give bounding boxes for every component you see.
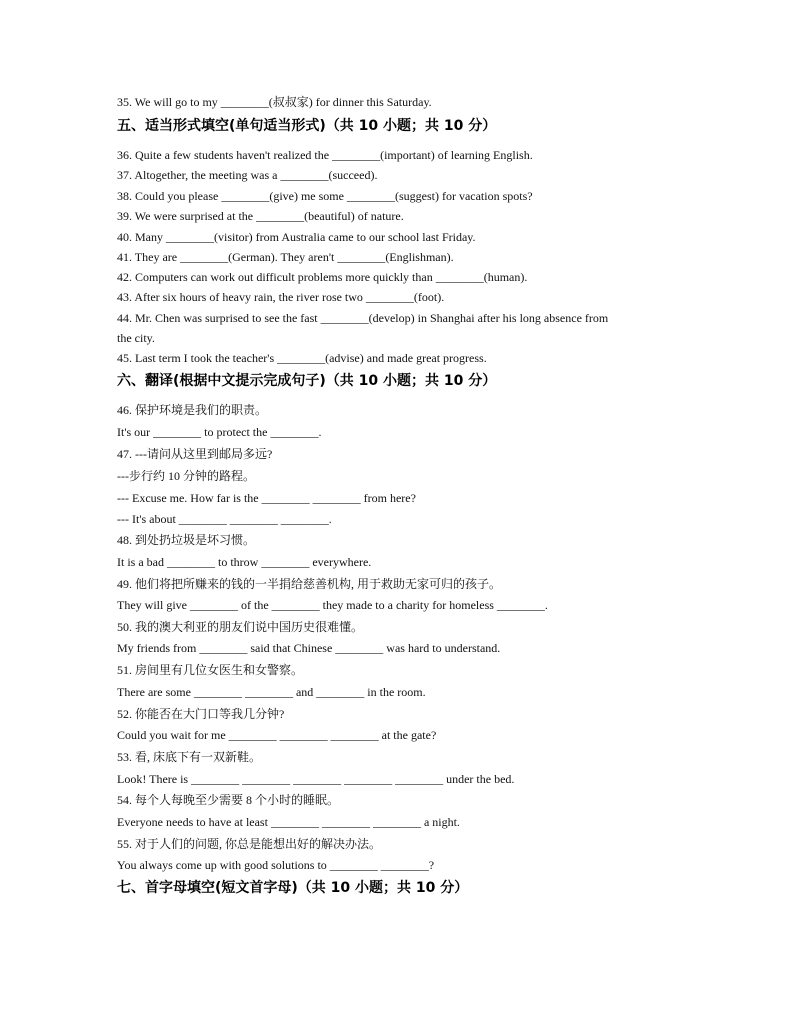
question-51-sentence: There are some ________ ________ and ________ in the room. [117, 685, 426, 699]
question-40: 40. Many ________(visitor) from Australia came to our school last Friday. [117, 230, 476, 244]
question-47-prompt-2: ---步行约 10 分钟的路程。 [117, 469, 255, 483]
question-55-prompt: 55. 对于人们的问题, 你总是能想出好的解决办法。 [117, 837, 382, 851]
question-44-continued: the city. [117, 331, 155, 345]
question-42: 42. Computers can work out difficult problems more quickly than ________(human). [117, 270, 528, 284]
question-55-sentence: You always come up with good solutions to ________ ________? [117, 858, 435, 872]
question-46-sentence: It's our ________ to protect the ________. [117, 425, 322, 439]
section-7-heading: 七、首字母填空(短文首字母)（共 10 小题；共 10 分） [117, 880, 469, 896]
question-52-sentence: Could you wait for me ________ ________ ________ at the gate? [117, 728, 437, 742]
question-35: 35. We will go to my ________(叔叔家) for dinner this Saturday. [117, 95, 432, 109]
question-52-prompt: 52. 你能否在大门口等我几分钟? [117, 707, 285, 721]
question-54-prompt: 54. 每个人每晚至少需要 8 个小时的睡眠。 [117, 793, 340, 807]
question-36: 36. Quite a few students haven't realized the ________(important) of learning English. [117, 148, 533, 162]
question-51-prompt: 51. 房间里有几位女医生和女警察。 [117, 663, 304, 677]
section-6-heading: 六、翻译(根据中文提示完成句子)（共 10 小题；共 10 分） [117, 373, 497, 389]
question-49-prompt: 49. 他们将把所赚来的钱的一半捐给慈善机构, 用于救助无家可归的孩子。 [117, 577, 502, 591]
question-37: 37. Altogether, the meeting was a ________(succeed). [117, 168, 378, 182]
question-43: 43. After six hours of heavy rain, the river rose two ________(foot). [117, 290, 445, 304]
question-47-prompt: 47. ---请问从这里到邮局多远? [117, 447, 273, 461]
section-5-heading: 五、适当形式填空(单句适当形式)（共 10 小题；共 10 分） [117, 118, 497, 134]
question-39: 39. We were surprised at the ________(beautiful) of nature. [117, 209, 404, 223]
question-47-sentence: --- Excuse me. How far is the ________ ________ from here? [117, 491, 416, 505]
question-50-prompt: 50. 我的澳大利亚的朋友们说中国历史很难懂。 [117, 620, 364, 634]
question-38: 38. Could you please ________(give) me some ________(suggest) for vacation spots? [117, 189, 533, 203]
question-47-sentence-2: --- It's about ________ ________ ________. [117, 512, 332, 526]
question-53-sentence: Look! There is ________ ________ ________ ________ ________ under the bed. [117, 772, 515, 786]
question-45: 45. Last term I took the teacher's ________(advise) and made great progress. [117, 351, 487, 365]
question-53-prompt: 53. 看, 床底下有一双新鞋。 [117, 750, 262, 764]
question-48-prompt: 48. 到处扔垃圾是坏习惯。 [117, 533, 256, 547]
question-49-sentence: They will give ________ of the ________ they made to a charity for homeless ________. [117, 598, 548, 612]
question-46-prompt: 46. 保护环境是我们的职责。 [117, 403, 268, 417]
question-50-sentence: My friends from ________ said that Chinese ________ was hard to understand. [117, 641, 501, 655]
question-54-sentence: Everyone needs to have at least ________ ________ ________ a night. [117, 815, 460, 829]
question-44: 44. Mr. Chen was surprised to see the fast ________(develop) in Shanghai after his long absence from [117, 311, 609, 325]
question-48-sentence: It is a bad ________ to throw ________ everywhere. [117, 555, 372, 569]
question-41: 41. They are ________(German). They aren't ________(Englishman). [117, 250, 454, 264]
